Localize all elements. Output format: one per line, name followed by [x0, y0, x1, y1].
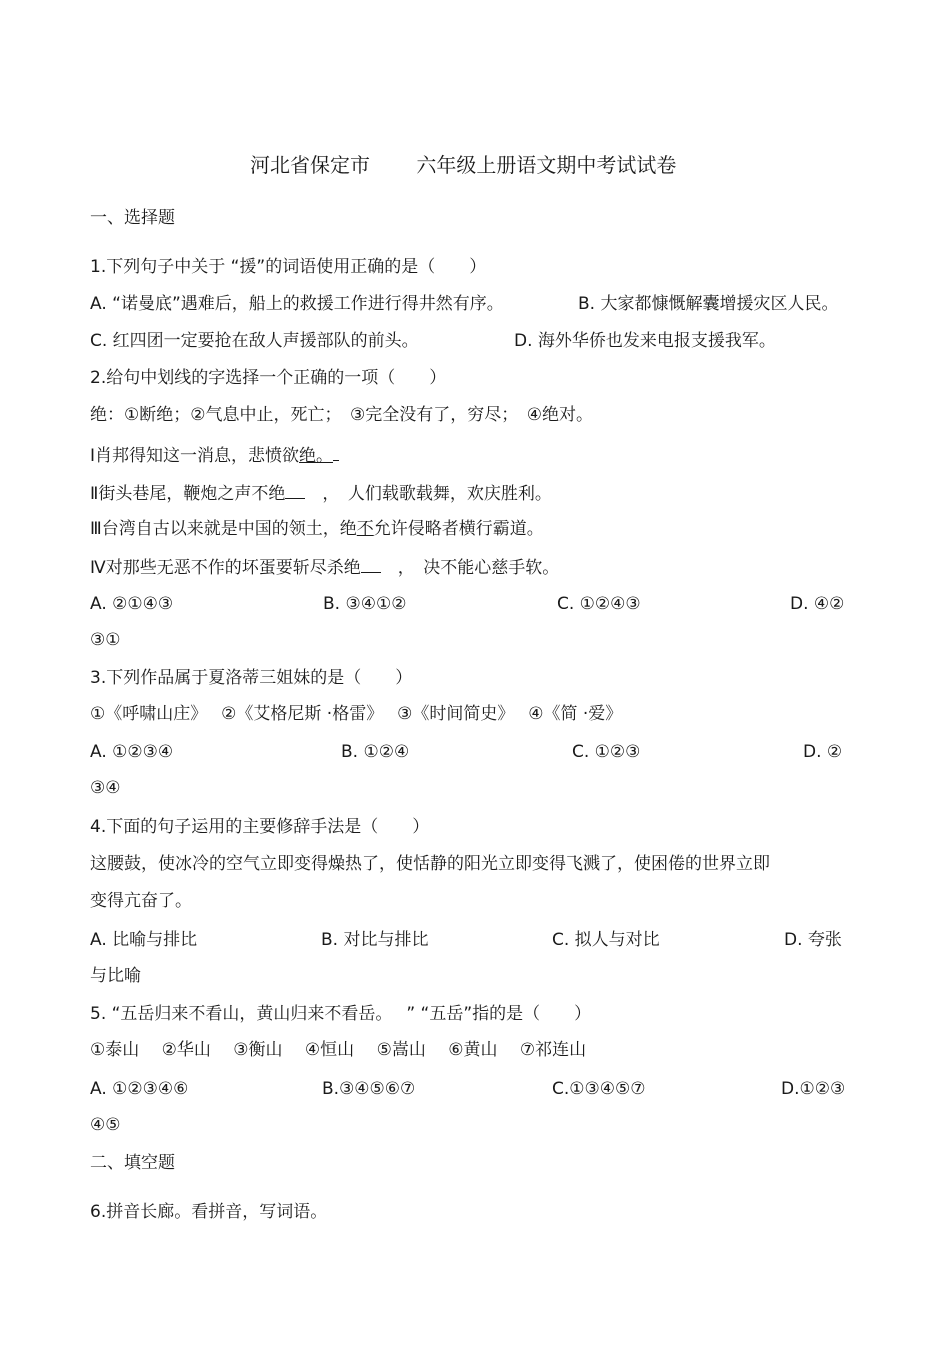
exam-title	[250, 152, 676, 178]
sentence-2-text-rest: ， 人们载歌载舞，欢庆胜利。	[322, 484, 552, 504]
question-2-stem: 2.给句中划线的字选择一个正确的一项（ ）	[90, 368, 447, 388]
question-4-option-d: D. 夸张	[784, 930, 842, 950]
question-5-option-d: D.①②③	[781, 1079, 846, 1099]
question-4-option-d-cont: 与比喻	[90, 966, 141, 986]
sentence-2-text: Ⅱ街头巷尾，鞭炮之声不绝	[90, 484, 286, 504]
question-2-option-b: B. ③④①②	[323, 594, 407, 614]
question-1-option-d: D. 海外华侨也发来电报支援我军。	[514, 331, 776, 351]
question-1-option-c: C. 红四团一定要抢在敌人声援部队的前头。	[90, 331, 419, 351]
sentence-4-blank	[361, 554, 381, 573]
question-3-option-d: D. ②	[803, 742, 843, 762]
question-1-stem: 1.下列句子中关于 “援”的词语使用正确的是（ ）	[90, 257, 487, 277]
question-2-sentence-1	[90, 442, 339, 467]
question-3-option-d-cont: ③④	[90, 778, 121, 798]
sentence-3-text-rest: 允许侵略者横行霸道。	[373, 519, 544, 539]
sentence-4-text: Ⅳ对那些无恶不作的坏蛋要斩尽杀绝	[90, 558, 361, 578]
question-5-stem: 5. “五岳归来不看山，黄山归来不看岳。 ” “五岳”指的是（ ）	[90, 1004, 592, 1024]
question-2-sentence-2	[90, 480, 552, 505]
question-3-option-b: B. ①②④	[341, 742, 410, 762]
title-subject: 六年级上册语文期中考试试卷	[416, 153, 677, 177]
question-4-sentence-line-2: 变得亢奋了。	[90, 891, 192, 911]
question-5-option-d-cont: ④⑤	[90, 1115, 121, 1135]
question-5-mountains: ①泰山 ②华山 ③衡山 ④恒山 ⑤嵩山 ⑥黄山 ⑦祁连山	[90, 1040, 587, 1060]
question-2-sentence-4	[90, 554, 559, 579]
question-4-sentence-line-1: 这腰鼓，使冰冷的空气立即变得燥热了，使恬静的阳光立即变得飞溅了，使困倦的世界立即	[90, 854, 770, 874]
question-2-option-d-cont: ③①	[90, 630, 121, 650]
sentence-4-text-rest: ， 决不能心慈手软。	[397, 558, 560, 578]
question-2-sentence-3	[90, 518, 544, 540]
question-4-option-c: C. 拟人与对比	[552, 930, 660, 950]
section-heading-fill: 二、填空题	[90, 1153, 175, 1173]
question-3-stem: 3.下列作品属于夏洛蒂三姐妹的是（ ）	[90, 668, 413, 688]
sentence-2-blank	[285, 480, 305, 499]
question-5-option-c: C.①③④⑤⑦	[552, 1079, 646, 1099]
sentence-1-text: Ⅰ肖邦得知这一消息，悲愤欲	[90, 446, 300, 466]
question-2-option-d: D. ④②	[790, 594, 845, 614]
question-4-option-b: B. 对比与排比	[321, 930, 429, 950]
question-2-option-a: A. ②①④③	[90, 594, 174, 614]
question-5-option-b: B.③④⑤⑥⑦	[322, 1079, 416, 1099]
sentence-3-text: Ⅲ台湾自古以来就是中国的领土，绝	[90, 519, 357, 539]
sentence-3-underlined: 不	[356, 519, 374, 539]
question-2-option-c: C. ①②④③	[557, 594, 641, 614]
sentence-1-blank	[333, 442, 339, 461]
question-3-works: ①《呼啸山庄》 ②《艾格尼斯 ·格雷》 ③《时间简史》 ④《简 ·爱》	[90, 704, 623, 724]
question-4-option-a: A. 比喻与排比	[90, 930, 198, 950]
question-6-stem: 6.拼音长廊。看拼音，写词语。	[90, 1202, 328, 1222]
question-3-option-a: A. ①②③④	[90, 742, 174, 762]
question-3-option-c: C. ①②③	[572, 742, 641, 762]
question-1-option-b: B. 大家都慷慨解囊增援灾区人民。	[578, 294, 839, 314]
section-heading-choice: 一、选择题	[90, 208, 175, 228]
question-2-definitions: 绝：①断绝；②气息中止，死亡； ③完全没有了，穷尽； ④绝对。	[90, 405, 593, 425]
question-1-option-a: A. “诺曼底”遇难后，船上的救援工作进行得井然有序。	[90, 294, 504, 314]
title-region: 河北省保定市	[250, 153, 370, 177]
question-4-stem: 4.下面的句子运用的主要修辞手法是（ ）	[90, 817, 430, 837]
sentence-1-underlined: 绝。	[299, 446, 334, 466]
question-5-option-a: A. ①②③④⑥	[90, 1079, 189, 1099]
